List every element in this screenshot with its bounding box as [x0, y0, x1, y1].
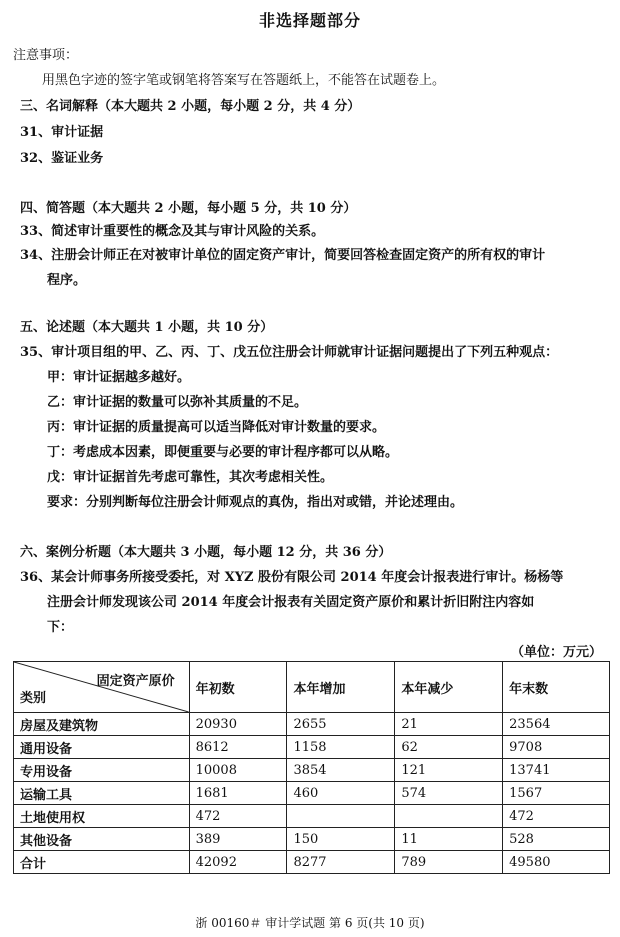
value-cell: 1158 — [287, 736, 395, 759]
value-cell: 789 — [395, 851, 503, 874]
value-cell: 8277 — [287, 851, 395, 874]
table-header-row — [14, 662, 610, 713]
question-36-line2: 注册会计师发现该公司 2014 年度会计报表有关固定资产原价和累计折旧附注内容如 — [47, 595, 535, 610]
category-cell: 土地使用权 — [14, 805, 190, 828]
table-row — [14, 759, 610, 782]
question-35: 35、审计项目组的甲、乙、丙、丁、戊五位注册会计师就审计证据问题提出了下列五种观点： — [20, 345, 559, 360]
category-cell: 其他设备 — [14, 828, 190, 851]
question-35-item: 丁：考虑成本因素，即便重要与必要的审计程序都可以从略。 — [47, 445, 399, 460]
question-35-item: 乙：审计证据的数量可以弥补其质量的不足。 — [47, 395, 308, 410]
column-header: 本年减少 — [395, 662, 503, 713]
value-cell: 21 — [395, 713, 503, 736]
column-header: 本年增加 — [287, 662, 395, 713]
question-36-line3: 下： — [47, 620, 74, 635]
table-row — [14, 828, 610, 851]
table-row — [14, 736, 610, 759]
value-cell: 472 — [503, 805, 610, 828]
value-cell: 2655 — [287, 713, 395, 736]
value-cell: 23564 — [503, 713, 610, 736]
value-cell: 1567 — [503, 782, 610, 805]
category-cell: 运输工具 — [14, 782, 190, 805]
value-cell: 20930 — [189, 713, 287, 736]
table-row-total — [14, 851, 610, 874]
question-36-line1: 36、某会计师事务所接受委托，对 XYZ 股份有限公司 2014 年度会计报表进行审计。杨杨等 — [20, 570, 564, 585]
section-6-heading: 六、案例分析题（本大题共 3 小题，每小题 12 分，共 36 分） — [20, 545, 392, 560]
table-row — [14, 782, 610, 805]
category-cell: 房屋及建筑物 — [14, 713, 190, 736]
diag-top-label: 固定资产原价 — [96, 674, 175, 689]
value-cell: 150 — [287, 828, 395, 851]
value-cell: 42092 — [189, 851, 287, 874]
question-34-line1: 34、注册会计师正在对被审计单位的固定资产审计，简要回答检查固定资产的所有权的审计 — [20, 248, 546, 263]
value-cell: 121 — [395, 759, 503, 782]
page-footer: 浙 00160＃ 审计学试题 第 6 页(共 10 页) — [195, 916, 425, 930]
section-3-heading: 三、名词解释（本大题共 2 小题，每小题 2 分，共 4 分） — [20, 99, 361, 114]
unit-label: （单位：万元） — [510, 645, 602, 660]
question-31: 31、审计证据 — [20, 125, 104, 140]
section-4-heading: 四、简答题（本大题共 2 小题，每小题 5 分，共 10 分） — [20, 201, 357, 216]
value-cell: 49580 — [503, 851, 610, 874]
table-row — [14, 805, 610, 828]
question-35-item: 甲：审计证据越多越好。 — [47, 370, 191, 385]
value-cell: 10008 — [189, 759, 287, 782]
value-cell — [395, 805, 503, 828]
column-header: 年末数 — [503, 662, 610, 713]
notice-text: 用黑色字迹的签字笔或钢笔将答案写在答题纸上，不能答在试题卷上。 — [42, 73, 446, 88]
category-cell: 专用设备 — [14, 759, 190, 782]
column-header: 年初数 — [189, 662, 287, 713]
diag-bottom-label: 类别 — [20, 691, 47, 706]
question-33: 33、简述审计重要性的概念及其与审计风险的关系。 — [20, 224, 325, 239]
value-cell: 13741 — [503, 759, 610, 782]
section-5-heading: 五、论述题（本大题共 1 小题，共 10 分） — [20, 320, 274, 335]
page-title: 非选择题部分 — [258, 11, 361, 30]
question-32: 32、鉴证业务 — [20, 151, 104, 166]
table-row — [14, 713, 610, 736]
value-cell: 574 — [395, 782, 503, 805]
notice-label: 注意事项： — [13, 48, 79, 63]
fixed-asset-table — [13, 661, 610, 874]
value-cell: 1681 — [189, 782, 287, 805]
value-cell: 3854 — [287, 759, 395, 782]
question-34-line2: 程序。 — [47, 273, 87, 288]
category-cell: 通用设备 — [14, 736, 190, 759]
value-cell — [287, 805, 395, 828]
category-cell: 合计 — [14, 851, 190, 874]
value-cell: 62 — [395, 736, 503, 759]
value-cell: 8612 — [189, 736, 287, 759]
value-cell: 389 — [189, 828, 287, 851]
question-35-requirement: 要求：分别判断每位注册会计师观点的真伪，指出对或错，并论述理由。 — [47, 495, 464, 510]
value-cell: 460 — [287, 782, 395, 805]
question-35-item: 戊：审计证据首先考虑可靠性，其次考虑相关性。 — [47, 470, 334, 485]
value-cell: 528 — [503, 828, 610, 851]
value-cell: 9708 — [503, 736, 610, 759]
diagonal-header-cell — [14, 662, 190, 713]
question-35-item: 丙：审计证据的质量提高可以适当降低对审计数量的要求。 — [47, 420, 386, 435]
value-cell: 11 — [395, 828, 503, 851]
value-cell: 472 — [189, 805, 287, 828]
